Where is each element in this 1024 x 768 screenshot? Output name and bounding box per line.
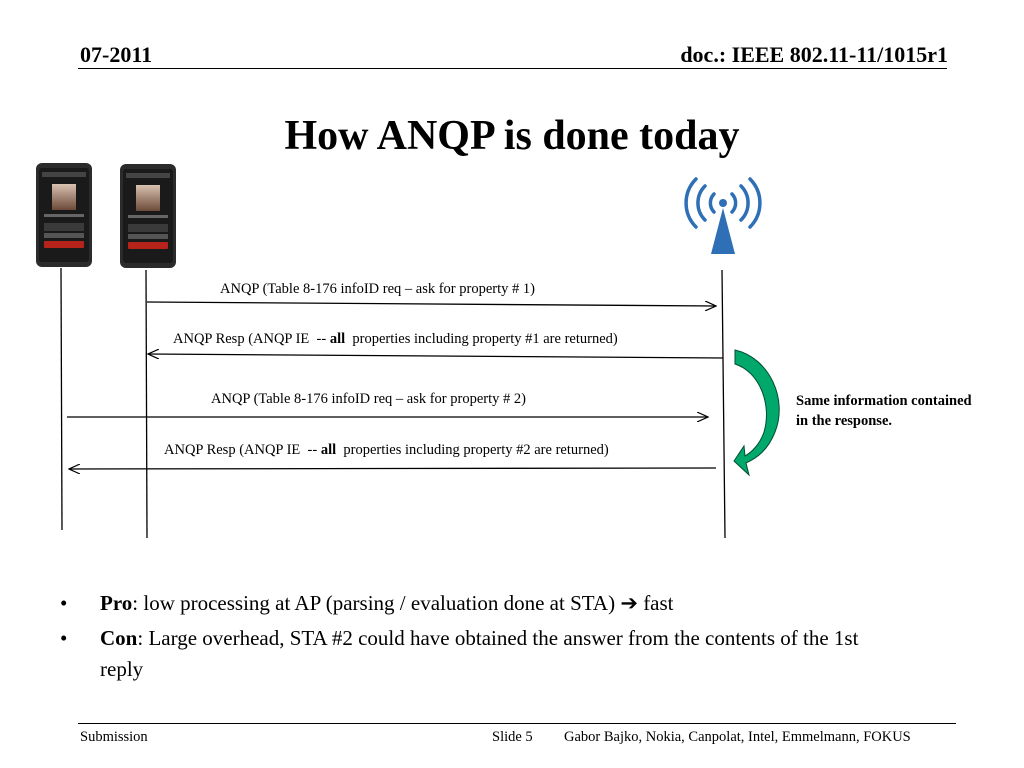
footer-submission: Submission [80,729,148,745]
message-2-text-after: properties including property #1 are returned) [345,331,618,347]
header-doc-id: doc.: IEEE 802.11-11/1015r1 [680,42,948,67]
bullet-con-term: Con [100,626,138,650]
footer-authors: Gabor Bajko, Nokia, Canpolat, Intel, Emmelmann, FOKUS [564,729,911,745]
message-4-text-after: properties including property #2 are returned) [336,442,609,458]
footer-slide-number: Slide 5 [492,729,533,745]
bullet-pro-term: Pro [100,591,133,615]
message-1-label: ANQP (Table 8-176 infoID req – ask for property # 1) [220,281,535,297]
message-4-text-bold: all [320,442,337,458]
bullet-pro-text: : low processing at AP (parsing / evaluation done at STA) [132,591,621,615]
bullet-pro [60,588,880,619]
footer-rule [78,723,956,724]
bullet-list [60,588,880,685]
message-3-label: ANQP (Table 8-176 infoID req – ask for property # 2) [211,391,526,407]
bullet-marker: • [60,626,68,650]
side-note-line-1: Same information contained [796,393,972,409]
phone-sta2-icon [120,164,176,268]
lifeline-sta1 [61,268,62,530]
lifeline-sta2 [146,270,147,538]
message-4-label [164,442,609,459]
side-note-line-2: in the response. [796,413,893,429]
slide-title: How ANQP is done today [284,113,740,159]
bullet-con [60,623,880,685]
phone-sta1-icon [36,163,92,267]
message-2-label [173,331,618,348]
wireless-ap-icon [686,179,760,254]
bullet-pro-after: fast [637,591,674,615]
side-note [796,391,1016,431]
bullet-marker: • [60,591,68,615]
header-date: 07-2011 [80,42,153,67]
curved-arrow-icon [734,350,779,475]
right-arrow-icon: ➔ [620,591,638,615]
arrow-msg1 [147,302,716,306]
message-2-text-before: ANQP Resp (ANQP IE -- [173,331,330,347]
lifeline-ap [722,270,725,538]
arrow-msg4 [69,468,716,469]
bullet-con-text: : Large overhead, STA #2 could have obtained the answer from the contents of the 1st reply [100,626,859,681]
message-4-text-before: ANQP Resp (ANQP IE -- [164,442,321,458]
message-2-text-bold: all [329,331,346,347]
arrow-msg2 [148,354,723,358]
